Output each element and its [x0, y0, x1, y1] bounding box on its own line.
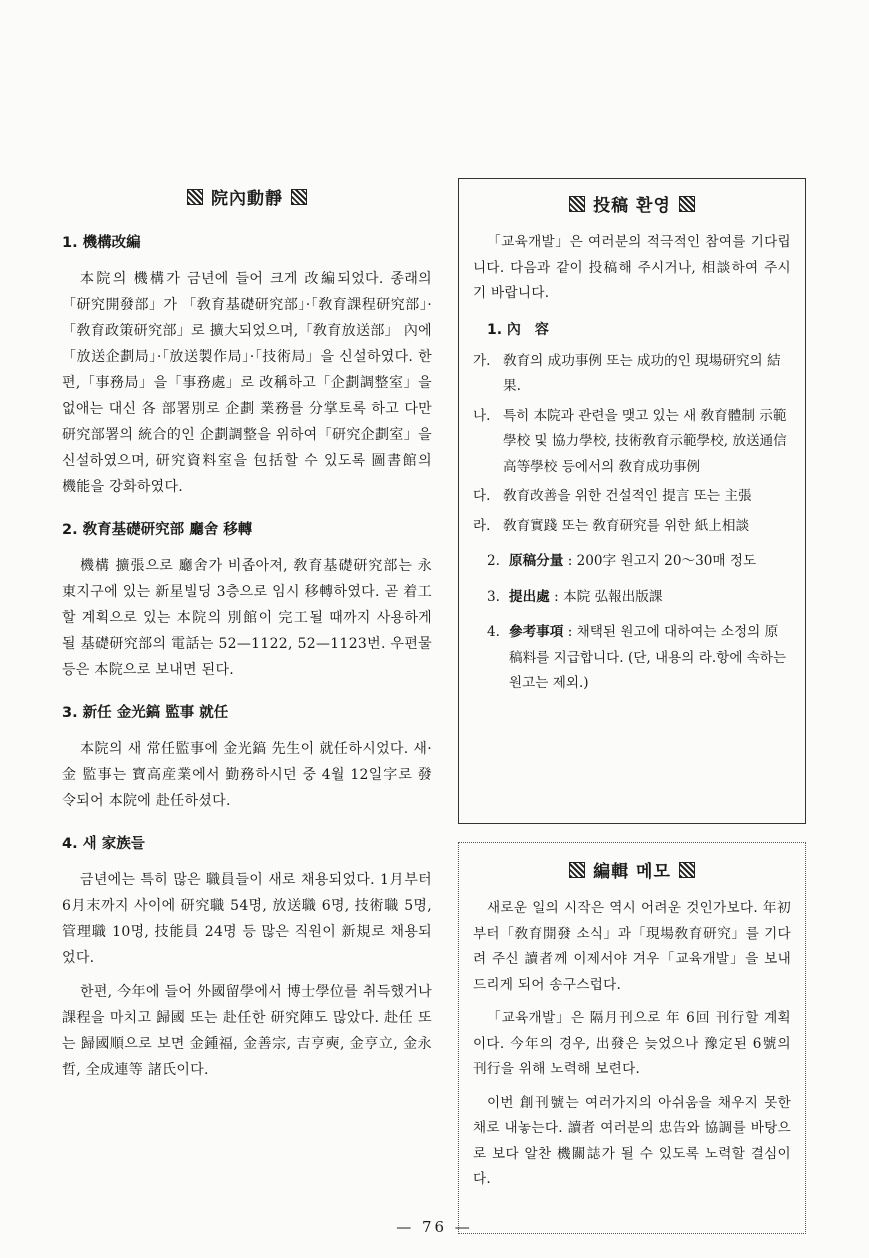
ornament-icon: [569, 862, 585, 878]
contents-item: 가. 敎育의 成功事例 또는 成功的인 現場研究의 結果.: [473, 352, 781, 394]
detail-manuscript-length: 2. 原稿分量 : 200字 원고지 20～30매 정도: [487, 553, 757, 569]
detail-submit-to: 3. 提出處 : 本院 弘報出版課: [487, 588, 663, 605]
contents-item: 라. 敎育實踐 또는 敎育研究를 위한 紙上相談: [473, 517, 750, 534]
detail-notes: 4. 參考事項 : 채택된 원고에 대하여는 소정의 原稿料를 지급합니다. (단, 내용의 라.항에 속하는 원고는 제외.): [487, 624, 787, 691]
ornament-icon: [187, 189, 203, 205]
article-heading: 2. 敎育基礎研究部 廳舍 移轉: [62, 522, 253, 538]
right-column: [458, 178, 806, 1234]
memo-paragraph: 이번 創刊號는 여러가지의 아쉬움을 채우지 못한 채로 내놓는다. 讀者 여러분의 忠告와 協調를 바탕으로 보다 알찬 機關誌가 될 수 있도록 노력할 결심이다.: [473, 1094, 791, 1187]
contents-item: 나. 특히 本院과 관련을 맺고 있는 새 敎育體制 示範學校 및 協力學校, 技術敎育示範學校, 放送通信高等學校 등에서의 敎育成功事例: [473, 407, 787, 475]
submission-title: 投稿 환영: [473, 191, 791, 216]
article-paragraph: 本院의 새 常任監事에 金光鎬 先生이 就任하시었다. 새·金 監事는 寶高産業에서 勤務하시던 중 4월 12일字로 發令되어 本院에 赴任하셨다.: [62, 741, 432, 809]
memo-paragraph: 「교육개발」은 隔月刊으로 年 6回 刊行할 계획이다. 今年의 경우, 出發은 늦었으나 豫定된 6號의 刊行을 위해 노력해 보련다.: [473, 1010, 791, 1077]
article-heading: 1. 機構改編: [62, 235, 141, 251]
article-new-staff: [62, 832, 432, 1083]
ornament-icon: [679, 196, 695, 212]
article-paragraph: 금년에는 특히 많은 職員들이 새로 채용되었다. 1月부터 6月末까지 사이에 研究職 54명, 放送職 6명, 技術職 5명, 管理職 10명, 技能員 24명 등 많은 직원이 新規로 채용되었다.: [62, 872, 432, 966]
article-new-auditor: [62, 701, 432, 814]
contents-heading: 1. 內 容: [487, 321, 549, 338]
article-paragraph: 機構 擴張으로 廳舍가 비좁아져, 敎育基礎研究部는 永東지구에 있는 新星빌딩 3층으로 임시 移轉하였다. 곧 着工할 계획으로 있는 本院의 別館이 完工될 때까지 사용하게 될 基礎研究部의 電話는 52—1122, 52—1123번. 우편물 등은 本院으로 보내면 된다.: [62, 558, 432, 678]
article-heading: 3. 新任 金光鎬 監事 就任: [62, 705, 229, 721]
article-heading: 4. 새 家族들: [62, 836, 145, 852]
editor-memo-box: [458, 842, 806, 1234]
submission-box: [458, 178, 806, 824]
article-paragraph: 한편, 今年에 들어 外國留學에서 博士學位를 취득했거나 課程을 마치고 歸國 또는 赴任한 研究陣도 많았다. 赴任 또는 歸國順으로 보면 金鍾福, 金善宗, 吉亨奭, 金亨立, 金永哲, 全成連等 諸氏이다.: [62, 984, 432, 1078]
page-number: — 76 —: [396, 1218, 473, 1236]
article-reorganization: [62, 231, 432, 500]
article-relocation: [62, 518, 432, 683]
ornament-icon: [569, 196, 585, 212]
article-paragraph: 本院의 機構가 금년에 들어 크게 改編되었다. 종래의「研究開發部」가 「敎育基礎研究部」·「敎育課程研究部」·「敎育政策研究部」로 擴大되었으며,「敎育放送部」 內에「放送企劃局」·「放送製作局」·「技術局」을 신설하였다. 한편,「事務局」을「事務處」로 改稱하고「企劃調整室」을 없애는 대신 各 部署別로 企劃 業務를 分掌토록 하고 다만 研究部署의 統合的인 企劃調整을 위하여「研究企劃室」을 신설하였으며, 研究資料室을 包括할 수 있도록 圖書館의 機能을 강화하였다.: [62, 271, 432, 495]
contents-item: 다. 敎育改善을 위한 건설적인 提言 또는 主張: [473, 488, 752, 504]
submission-intro: 「교육개발」은 여러분의 적극적인 참여를 기다립니다. 다음과 같이 投稿해 주시거나, 相談하여 주시기 바랍니다.: [473, 234, 791, 301]
ornament-icon: [291, 189, 307, 205]
memo-title: 編輯 메모: [473, 857, 791, 882]
ornament-icon: [679, 862, 695, 878]
left-column: [62, 178, 432, 1101]
memo-paragraph: 새로운 일의 시작은 역시 어려운 것인가보다. 年初부터「敎育開發 소식」과「現場敎育研究」를 기다려 주신 讀者께 이제서야 겨우「교육개발」을 보내드리게 되어 송구스럽다.: [473, 900, 791, 993]
section-title-institute-news: 院內動靜: [62, 184, 432, 209]
